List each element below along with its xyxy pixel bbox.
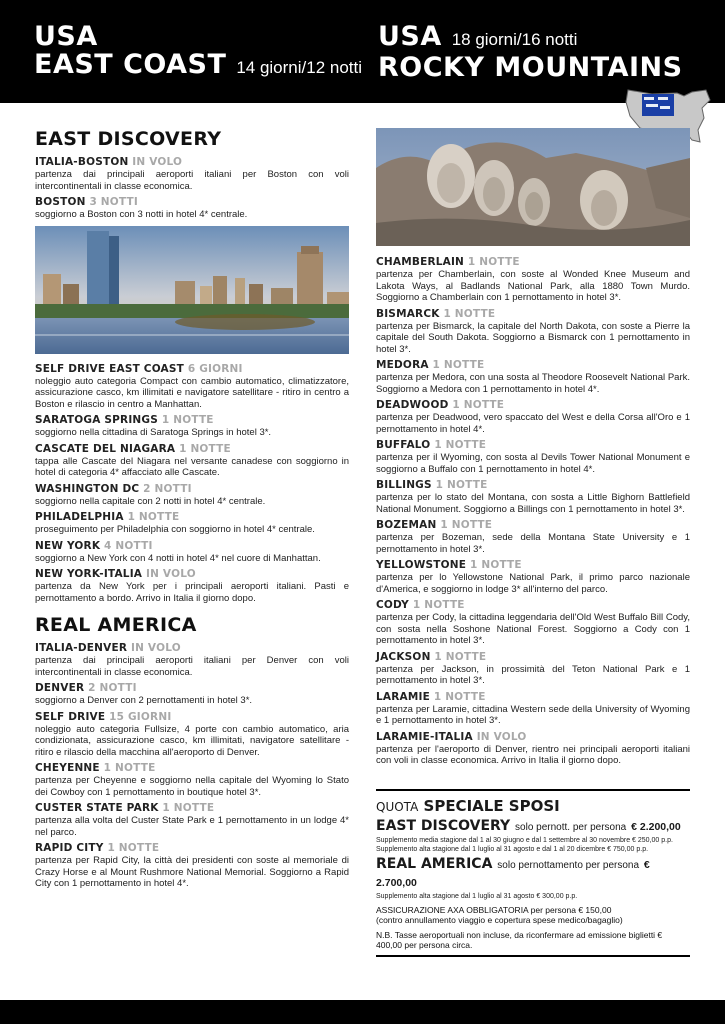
itinerary-stop [35,842,349,890]
stop-duration: 6 GIORNI [187,362,243,375]
stop-duration: 1 NOTTE [107,842,160,854]
itinerary-stop [35,414,349,439]
supplement-text: Supplemento alta stagione dal 1 luglio al 31 agosto e dal 1 al 20 dicembre € 750,00 p.p. [376,845,649,853]
stop-duration: 2 NOTTI [88,682,137,694]
stop-duration: 3 NOTTI [89,196,138,208]
stop-description: noleggio auto categoria Fullsize, 4 porte con cambio automatico, aria condizionata, assicurazione casco, km illimitati, navigatore satellitare - ritiro e rilascio della macchina all'aeroporto di Denver. [35,723,349,758]
price-text: solo pernottamento per persona [497,859,640,871]
stop-name: CODY [376,599,409,611]
itinerary-stop [35,568,349,604]
itinerary-stop [376,359,690,395]
stop-name: YELLOWSTONE [376,559,467,571]
stop-name: BOZEMAN [376,519,437,531]
itinerary-stop [376,399,690,435]
stop-duration: 2 NOTTI [143,482,192,495]
quota-title: SPECIALE SPOSI [423,796,560,815]
stop-description: partenza per Bismarck, la capitale del North Dakota, con soste a Pierre la capitale del South Dakota. Soggiorno a Bismarck con 1 pernottamento in hotel 3*. [376,320,690,355]
stop-description: partenza per Medora, con una sosta al Theodore Roosevelt National Park. Soggiorno a Medora con 1 pernottamento in hotel 4*. [376,372,690,395]
stop-description: soggiorno nella cittadina di Saratoga Springs in hotel 3*. [35,427,272,438]
stop-name: NEW YORK-ITALIA [35,568,143,580]
stop-duration: 1 NOTTE [440,519,493,531]
stop-description: proseguimento per Philadelphia con soggiorno in hotel 4* centrale. [35,524,315,535]
stop-duration: 1 NOTTE [452,399,505,411]
stop-description: partenza per Chamberlain, con soste al Wonded Knee Museum and Lakota Ways, al Badlands National Park, alla 1880 Town Murdo. Soggiorno a Chamberlain con 1 pernottamento in hotel 3*. [376,269,690,303]
insurance-line: (contro annullamento viaggio e copertura spese medico/bagaglio) [376,915,623,925]
stop-description: partenza dai principali aeroporti italiani per Boston con voli intercontinentali in classe economica. [35,169,349,192]
stop-name: NEW YORK [35,539,101,552]
left-column [35,128,349,894]
mount-rushmore-photo [376,128,690,246]
stop-description: partenza per Jackson, in prossimità del Teton National Park e 1 pernottamento in hotel 3*. [376,663,690,686]
stop-name: LARAMIE-ITALIA [376,730,473,743]
title-right-line1: USA [378,21,442,52]
price-value: € 2.200,00 [631,820,681,833]
stop-duration: 1 NOTTE [467,256,520,268]
stop-name: ITALIA-DENVER [35,642,128,654]
itinerary-stop [35,443,349,479]
quota-heading [376,797,690,816]
stop-duration: IN VOLO [476,730,527,743]
price-value: € 2.700,00 [376,858,650,889]
stop-duration: IN VOLO [130,642,181,654]
itinerary-stop [35,762,349,798]
duration-left: 14 giorni/12 notti [236,58,363,77]
itinerary-stop [376,651,690,687]
stop-description: partenza per Cheyenne e soggiorno nella capitale del Wyoming lo Stato dei Cowboy con 1 pernottamento in boutique hotel 3*. [35,775,349,798]
stop-name: BOSTON [35,196,86,208]
stop-duration: 1 NOTTE [433,690,486,703]
stop-name: RAPID CITY [35,842,104,854]
itinerary-stop [35,511,349,536]
stop-description: soggiorno a Denver con 2 pernottamenti in hotel 3*. [35,695,253,706]
stop-description: partenza da New York per i principali aeroporti italiani. Pasti e pernottamento a bordo. Arrivo in Italia il giorno dopo. [35,581,349,604]
tax-note: N.B. Tasse aeroportuali non incluse, da riconfermare ad emissione biglietti € 400,00 per persona circa. [376,929,663,950]
header-bar [0,0,725,103]
east-discovery-title: EAST DISCOVERY [35,128,222,150]
itinerary-stop [35,156,349,192]
title-right-line2: ROCKY MOUNTAINS [378,52,683,83]
boston-skyline-photo [35,226,349,354]
stop-duration: 1 NOTTE [443,307,496,320]
title-left [34,23,362,82]
stop-description: partenza per Deadwood, vero spaccato del West e della Corsa all'Oro e 1 pernottamento in hotel 4*. [376,412,690,435]
itinerary-stop [376,559,690,595]
stop-name: CHEYENNE [35,762,100,774]
itinerary-stop [376,691,690,727]
real-america-title: REAL AMERICA [35,614,197,636]
stop-name: BILLINGS [376,479,432,491]
stop-name: LARAMIE [376,690,430,703]
stop-name: CHAMBERLAIN [376,256,465,268]
itinerary-stop [376,308,690,356]
stop-name: MEDORA [376,359,429,371]
stop-description: noleggio auto categoria Compact con cambio automatico, climatizzatore, assicurazione casco, km illimitati e navigatore satellitare - ritiro in centro a Boston e rilascio in centro a Manhattan. [35,375,349,410]
stop-duration: 1 NOTTE [469,559,522,571]
stop-duration: 1 NOTTE [434,439,487,451]
stop-description: partenza per Laramie, cittadina Western sede della University of Wyoming e 1 pernottamento in hotel 3*. [376,703,690,726]
stop-name: CUSTER STATE PARK [35,802,159,814]
itinerary-stop [376,731,690,767]
stop-duration: 1 NOTTE [127,511,180,523]
stop-duration: 1 NOTTE [161,414,214,426]
stop-description: soggiorno a New York con 4 notti in hotel 4* nel cuore di Manhattan. [35,552,321,564]
price-package-name: EAST DISCOVERY [376,817,511,834]
stop-description: tappa alle Cascate del Niagara nel versante canadese con soggiorno in hotel di categoria 4* affacciato alle Cascate. [35,455,349,478]
stop-description: partenza per l'aeroporto di Denver, rientro nei principali aeroporti italiani con voli in classe economica. Arrivo in Italia il giorno dopo. [376,743,690,766]
stop-description: soggiorno a Boston con 3 notti in hotel 4* centrale. [35,209,248,220]
itinerary-stop [35,483,349,508]
stop-duration: 1 NOTTE [432,359,485,371]
stop-name: BUFFALO [376,439,431,451]
stop-description: partenza alla volta del Custer State Park e 1 pernottamento in un lodge 4* nel parco. [35,815,349,838]
itinerary-stop [35,802,349,838]
stop-name: CASCATE DEL NIAGARA [35,442,176,455]
stop-name: WASHINGTON DC [35,482,140,495]
stop-duration: 1 NOTTE [434,650,487,663]
stop-duration: IN VOLO [145,568,196,580]
title-right [378,23,683,82]
price-text: solo pernott. per persona [515,821,627,833]
itinerary-stop [35,540,349,565]
price-package-name: REAL AMERICA [376,855,493,872]
itinerary-stop [35,363,349,411]
itinerary-stop [376,479,690,515]
right-column [376,128,690,957]
stop-name: JACKSON [376,650,431,663]
itinerary-stop [35,642,349,678]
itinerary-stop [35,196,349,221]
stop-duration: 15 GIORNI [109,710,172,723]
stop-name: SELF DRIVE [35,710,106,723]
title-left-line1: USA [34,21,98,52]
insurance-note [376,905,690,926]
itinerary-stop [35,711,349,759]
east-price-row [376,818,690,836]
supplement-text: Supplemento alta stagione dal 1 luglio al 31 agosto € 300,00 p.p. [376,892,578,900]
stop-description: partenza per il Wyoming, con sosta al Devils Tower National Monument e soggiorno a Buffalo con 1 pernottamento in hotel 4*. [376,452,690,475]
stop-name: BISMARCK [376,307,440,320]
stop-name: PHILADELPHIA [35,511,124,523]
stop-duration: 4 NOTTI [104,539,153,552]
itinerary-stop [376,256,690,304]
stop-duration: 1 NOTTE [412,599,465,611]
real-price-row [376,856,690,892]
stop-duration: 1 NOTTE [435,479,488,491]
stop-name: SELF DRIVE EAST COAST [35,362,184,375]
stop-name: SARATOGA SPRINGS [35,414,158,426]
stop-name: ITALIA-BOSTON [35,156,129,168]
itinerary-stop [35,682,349,707]
stop-description: partenza dai principali aeroporti italiani per Denver con voli intercontinentali in classe economica. [35,655,349,678]
itinerary-stop [376,599,690,647]
stop-description: partenza per Rapid City, la città dei presidenti con soste al memoriale di Crazy Horse e al Mount Rushmore National Memorial. Soggiorno a Rapid City con 1 pernottamento in hotel 4*. [35,855,349,889]
quota-label: QUOTA [376,799,419,814]
stop-duration: 1 NOTTE [179,442,231,455]
stop-name: DENVER [35,682,85,694]
supplement-text: Supplemento media stagione dal 1 al 30 giugno e dal 1 settembre al 30 novembre € 250,00 p.p. [376,836,673,844]
stop-name: DEADWOOD [376,399,449,411]
footer-bar [0,1000,725,1024]
stop-duration: 1 NOTTE [162,802,215,814]
stop-description: partenza per lo stato del Montana, con sosta a Little Bighorn Battlefield National Monument. Soggiorno a Billings con 1 pernottamento in hotel 3*. [376,492,690,515]
itinerary-stop [376,439,690,475]
stop-duration: 1 NOTTE [103,762,156,774]
duration-right: 18 giorni/16 notti [451,30,578,49]
insurance-line: ASSICURAZIONE AXA OBBLIGATORIA per persona € 150,00 [376,904,612,915]
stop-duration: IN VOLO [132,156,183,168]
stop-description: soggiorno nella capitale con 2 notti in hotel 4* centrale. [35,495,266,507]
stop-description: partenza per Cody, la cittadina leggendaria dell'Old West Buffalo Bill Cody, con sosta nella Soshone National Forest. Soggiorno a Cody con 1 pernottamento in hotel 3*. [376,612,690,646]
pricing-box [376,789,690,957]
title-left-line2: EAST COAST [34,49,227,80]
stop-description: partenza per Bozeman, sede della Montana State University e 1 pernottamento in hotel 3*. [376,532,690,555]
stop-description: partenza per lo Yellowstone National Park, il primo parco nazionale d'America, e soggiorno in lodge 3* all'interno del parco. [376,572,690,595]
itinerary-stop [376,519,690,555]
